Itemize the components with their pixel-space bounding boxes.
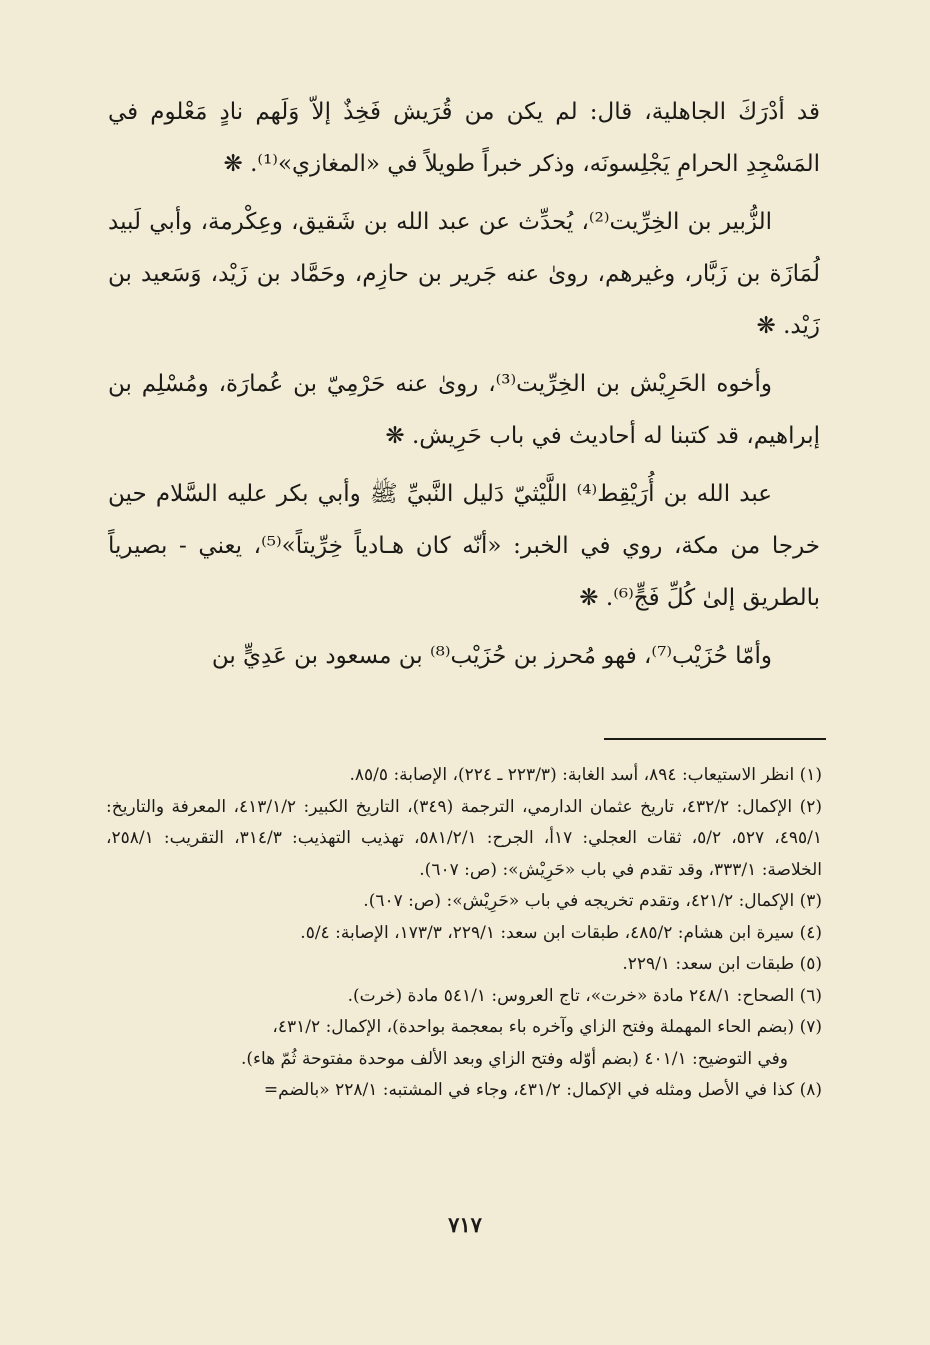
paragraph: قد أدْرَكَ الجاهلية، قال: لم يكن من قُرَيش فَخِذٌ إلاّ وَلَهم نادٍ مَعْلوم في المَسْجِدِ الحرامِ يَجْلِسونَه، وذكر خبراً طويلاً في «المغازي»⁽¹⁾. ❋ [108,99,820,177]
footnote: (٢) الإكمال: ٤٣٢/٢، تاريخ عثمان الدارمي، الترجمة (٣٤٩)، التاريخ الكبير: ٤١٣/١/٢، المعرفة والتاريخ: ٤٩٥/١، ٥٢٧، ٥/٢، ثقات العجلي: ١٧أ، الجرح: ٥٨١/٢/١، تهذيب التهذيب: ٣١٤/٣، التقريب: ٢٥٨/١، الخلاصة: ٣٣٣/١، وقد تقدم في باب «حَرِيْش»: (ص: ٦٠٧). [106,796,822,880]
footnote: (٣) الإكمال: ٤٢١/٢، وتقدم تخريجه في باب «حَرِيْش»: (ص: ٦٠٧). [363,891,822,911]
footnotes [106,760,822,1107]
paragraph: وأمّا حُزَيْب⁽⁷⁾، فهو مُحرز بن حُزَيْب⁽⁸⁾ بن مسعود بن عَدِيٍّ بن [211,643,772,669]
footnote-divider [604,738,826,740]
footnote: (٨) كذا في الأصل ومثله في الإكمال: ٤٣١/٢، وجاء في المشتبه: ٢٢٨/١ «بالضم= [263,1080,822,1100]
main-text [108,86,820,688]
footnote: (٥) طبقات ابن سعد: ٢٢٩/١. [622,954,822,974]
footnote-continuation: وفي التوضيح: ٤٠١/١ (بضم أوّله وفتح الزاي وبعد الألف موحدة مفتوحة ثُمّ هاء). [240,1048,788,1069]
footnote: (٦) الصحاح: ٢٤٨/١ مادة «خرت»، تاج العروس: ٥٤١/١ مادة (خرت). [347,985,822,1006]
paragraph: الزُّبير بن الخِرِّيت⁽²⁾، يُحدِّث عن عبد الله بن شَقيق، وعِكْرمة، وأبي لَبيد لُمَازَة بن زَبَّار، وغيرهم، روىٰ عنه جَرير بن حازِم، وحَمَّاد بن زَيْد، وَسَعيد بن زَيْد. ❋ [108,209,820,339]
paragraph: عبد الله بن أُرَيْقِط⁽⁴⁾ اللَّيْثيّ دَليل النَّبيِّ ﷺ وأبي بكر عليه السَّلام حين خرجا من مكة، روي في الخبر: «أنّه كان هـادياً خِرِّيتاً»⁽⁵⁾، يعني - بصيرياً بالطريق إلىٰ كُلِّ فَجٍّ⁽⁶⁾. ❋ [108,481,820,611]
footnote: (٧) (بضم الحاء المهملة وفتح الزاي وآخره باء بمعجمة بواحدة)، الإكمال: ٤٣١/٢، [272,1017,822,1037]
footnote: (٤) سيرة ابن هشام: ٤٨٥/٢، طبقات ابن سعد: ٢٢٩/١، ١٧٣/٣، الإصابة: ٥/٤. [300,922,822,943]
page-number: ٧١٧ [448,1212,482,1237]
footnote: (١) انظر الاستيعاب: ٨٩٤، أسد الغابة: (٢٢٣/٣ ـ ٢٢٤)، الإصابة: ٨٥/٥. [349,765,822,785]
paragraph: وأخوه الحَرِيْش بن الخِرِّيت⁽³⁾، روىٰ عنه حَرْمِيّ بن عُمارَة، ومُسْلِم بن إبراهيم، قد كتبنا له أحاديث في باب حَرِيش. ❋ [108,371,820,449]
